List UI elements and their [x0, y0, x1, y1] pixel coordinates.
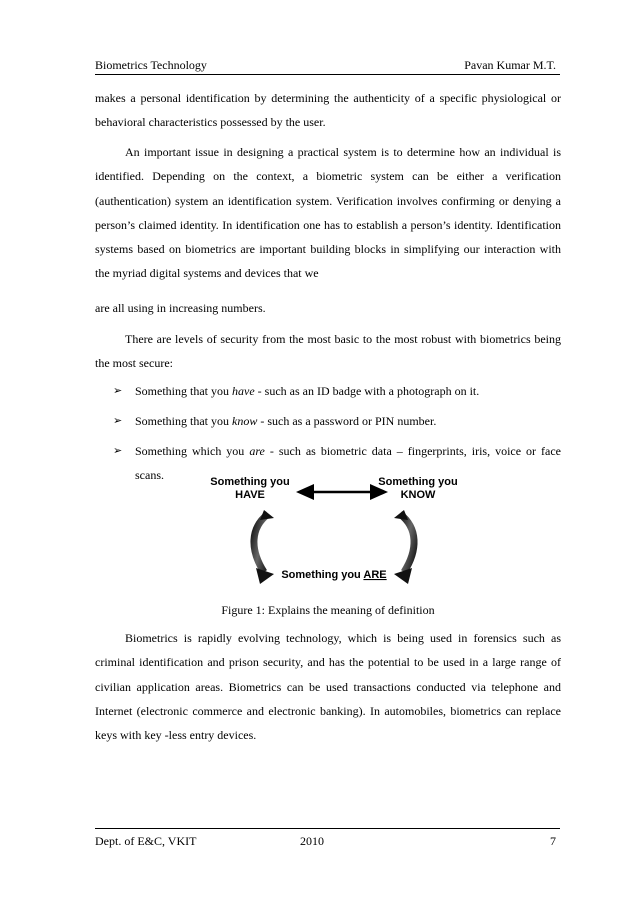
footer-dept: Dept. of E&C, VKIT [95, 834, 197, 848]
curved-arrow-right-icon [394, 510, 414, 584]
figure-caption: Figure 1: Explains the meaning of definition [221, 603, 435, 617]
page-footer [95, 828, 560, 849]
paragraph-applications: Biometrics is rapidly evolving technology, which is being used in forensics such as criminal identification and prison security, and has the potential to be used in a large range of civilian application areas. Biometrics can be used transactions conducted via telephone and Internet (electronic commerce and electronic banking). In automobiles, biometrics can replace keys with key -less entry devices. [95, 631, 561, 743]
figure-right-line1: Something you [378, 476, 458, 488]
curved-arrow-left-icon [254, 510, 274, 584]
arrow-bullet-icon: ➢ [113, 444, 123, 457]
figure-left-line1: Something you [210, 476, 290, 488]
page-header [95, 57, 560, 75]
paragraph-identification-tail: are all using in increasing numbers. [95, 300, 266, 315]
paragraph-identification-text: An important issue in designing a practical system is to determine how an individual is identified. Depending on the context, a biometric system can be either a verification (authentication) system an identification system. Verification involves confirming or denying a person’s claimed identity. In identification one has to establish a person’s identity. Identification systems based on biometrics are important building blocks in simplifying our interaction with the myriad digital systems and devices that we [95, 145, 561, 281]
figure-right-line2: KNOW [400, 489, 436, 501]
figure-bottom-key: ARE [363, 569, 387, 581]
header-title: Biometrics Technology [95, 58, 207, 72]
footer-year: 2010 [300, 834, 324, 848]
arrow-bullet-icon: ➢ [113, 414, 123, 427]
header-author: Pavan Kumar M.T. [464, 58, 556, 72]
body-text [95, 86, 561, 493]
list-item: ➢ Something which you are - such as biometric data – fingerprints, iris, voice or face scans. [95, 439, 561, 487]
paragraph-identification [95, 140, 561, 320]
list-item: ➢ Something that you have - such as an ID badge with a photograph on it. [95, 379, 561, 403]
figure-left-line2: HAVE [235, 489, 265, 501]
double-arrow-icon [296, 484, 388, 500]
arrow-bullet-icon: ➢ [113, 384, 123, 397]
page-number: 7 [550, 834, 556, 848]
figure-bottom-label: Something you ARE [281, 569, 387, 581]
security-list [95, 379, 561, 487]
security-figure [210, 472, 458, 586]
list-item: ➢ Something that you know - such as a password or PIN number. [95, 409, 561, 433]
paragraph-security-levels: There are levels of security from the most basic to the most robust with biometrics being the most secure: [95, 331, 561, 370]
paragraph-intro: makes a personal identification by determining the authenticity of a specific physiological or behavioral characteristics possessed by the user. [95, 91, 561, 129]
